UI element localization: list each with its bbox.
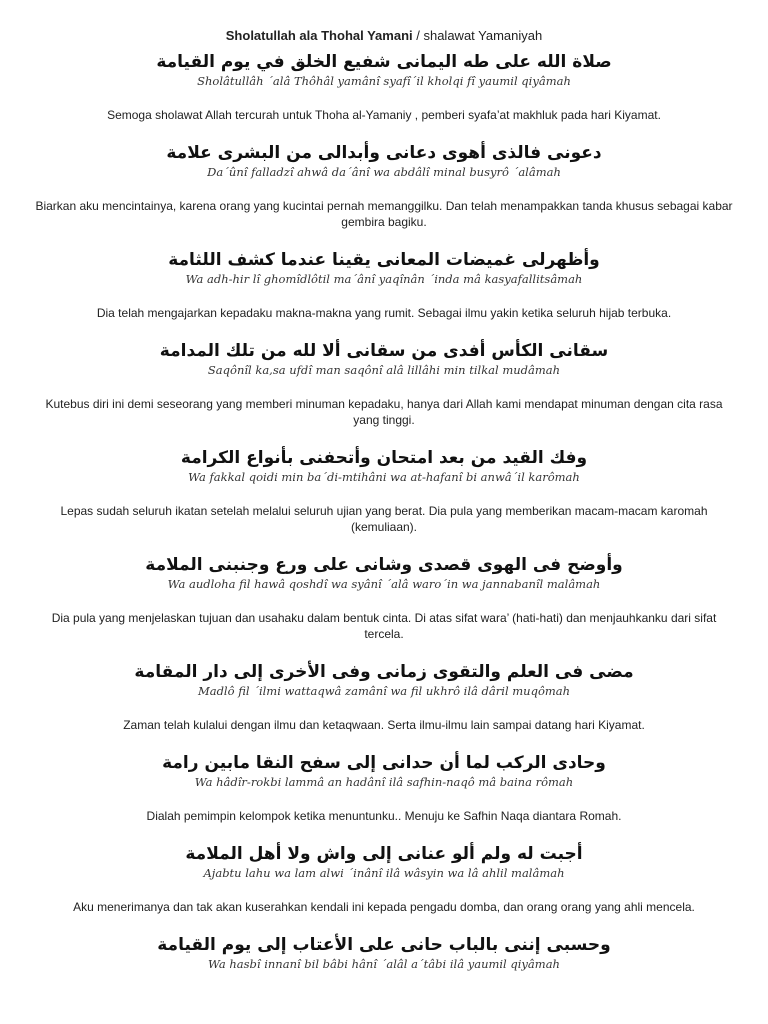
translation: Dia telah mengajarkan kepadaku makna-makna yang rumit. Sebagai ilmu yakin ketika seluruh hijab terbuka. [96, 306, 672, 320]
verse-7 [0, 660, 768, 751]
verse-10 [0, 933, 768, 972]
arabic-text: وفك القيد من بعد امتحان وأتحفنى بأنواع الكرامة [180, 448, 588, 468]
translation: Dialah pemimpin kelompok ketika menuntunku.. Menuju ke Safhin Naqa diantara Romah. [146, 809, 622, 823]
verse-9 [0, 842, 768, 933]
verse-2 [0, 141, 768, 248]
translation: Biarkan aku mencintainya, karena orang yang kucintai pernah memanggilku. Dan telah menampakkan tanda khusus sebagai kabar gembira bagiku. [35, 199, 733, 229]
arabic-text: دعونى فالذى أهوى دعانى وأبدالى من البشرى علامة [166, 143, 602, 163]
transliteration: Da´ûnî falladzî ahwâ da´ânî wa abdâlî minal busyrô ´alâmah [207, 165, 561, 179]
arabic-text: أجبت له ولم ألو عنانى إلى واش ولا أهل الملامة [185, 844, 583, 864]
transliteration: Saqônîl ka,sa ufdî man saqônî alâ lillâhi min tilkal mudâmah [207, 363, 561, 377]
translation: Dia pula yang menjelaskan tujuan dan usahaku dalam bentuk cinta. Di atas sifat wara’ (hati-hati) dan menjauhkanku dari sifat tercela. [51, 611, 717, 641]
translation: Zaman telah kulalui dengan ilmu dan ketaqwaan. Serta ilmu-ilmu lain sampai datang hari Kiyamat. [123, 718, 645, 732]
arabic-text: مضى فى العلم والتقوى زمانى وفى الأخرى إلى دار المقامة [134, 662, 634, 682]
transliteration: Wa hâdîr-rokbi lammâ an hadânî ilâ safhin-naqô mâ baina rômah [194, 775, 574, 789]
transliteration: Wa hasbî innanî bil bâbi hânî ´alâl a´tâbi ilâ yaumil qiyâmah [208, 957, 560, 971]
verse-3 [0, 248, 768, 339]
verse-6 [0, 553, 768, 660]
verse-1 [0, 50, 768, 141]
transliteration: Ajabtu lahu wa lam alwi ´inânî ilâ wâsyin wa lâ ahlil malâmah [203, 866, 565, 880]
title-main: Sholatullah ala Thohal Yamani [225, 28, 413, 43]
arabic-text: وأوضح فى الهوى قصدى وشانى على ورع وجنبنى الملامة [145, 555, 623, 575]
transliteration: Wa fakkal qoidi min ba´di-mtihâni wa at-hafanî bi anwâ´il karômah [188, 470, 580, 484]
transliteration: Wa adh-hir lî ghomîdlôtil ma´ânî yaqînân ´inda mâ kasyafallitsâmah [185, 272, 583, 286]
verse-8 [0, 751, 768, 842]
transliteration: Madlô fil ´ilmi wattaqwâ zamânî wa fil ukhrô ilâ dâril muqômah [197, 684, 571, 698]
arabic-text: صلاة الله على طه اليمانى شفيع الخلق في يوم القيامة [156, 52, 612, 72]
arabic-text: وأظهرلى غميضات المعانى يقينا عندما كشف اللثامة [168, 250, 600, 270]
transliteration: Sholâtullâh ´alâ Thôhâl yamânî syafî´il kholqi fî yaumil qiyâmah [197, 74, 571, 88]
arabic-text: وحادى الركب لما أن حدانى إلى سفح النقا مابين رامة [162, 753, 606, 773]
verse-5 [0, 446, 768, 553]
arabic-text: سقانى الكأس أفدى من سقانى ألا لله من تلك المدامة [159, 341, 609, 361]
transliteration: Wa audloha fil hawâ qoshdî wa syânî ´alâ waro´in wa jannabanîl malâmah [167, 577, 601, 591]
translation: Aku menerimanya dan tak akan kuserahkan kendali ini kepada pengadu domba, dan orang orang yang ahli mencela. [73, 900, 695, 914]
translation: Semoga sholawat Allah tercurah untuk Thoha al-Yamaniy , pemberi syafa’at makhluk pada hari Kiyamat. [107, 108, 661, 122]
page-title [0, 28, 768, 50]
translation: Kutebus diri ini demi seseorang yang memberi minuman kepadaku, hanya dari Allah kami mendapat minuman dengan cita rasa yang tinggi. [45, 397, 723, 427]
verse-4 [0, 339, 768, 446]
arabic-text: وحسبى إننى بالباب حانى على الأعتاب إلى يوم القيامة [157, 935, 611, 955]
translation: Lepas sudah seluruh ikatan setelah melalui seluruh ujian yang berat. Dia pula yang memberikan macam-macam karomah (kemuliaan). [60, 504, 708, 534]
title-subtitle: / shalawat Yamaniyah [412, 28, 543, 43]
